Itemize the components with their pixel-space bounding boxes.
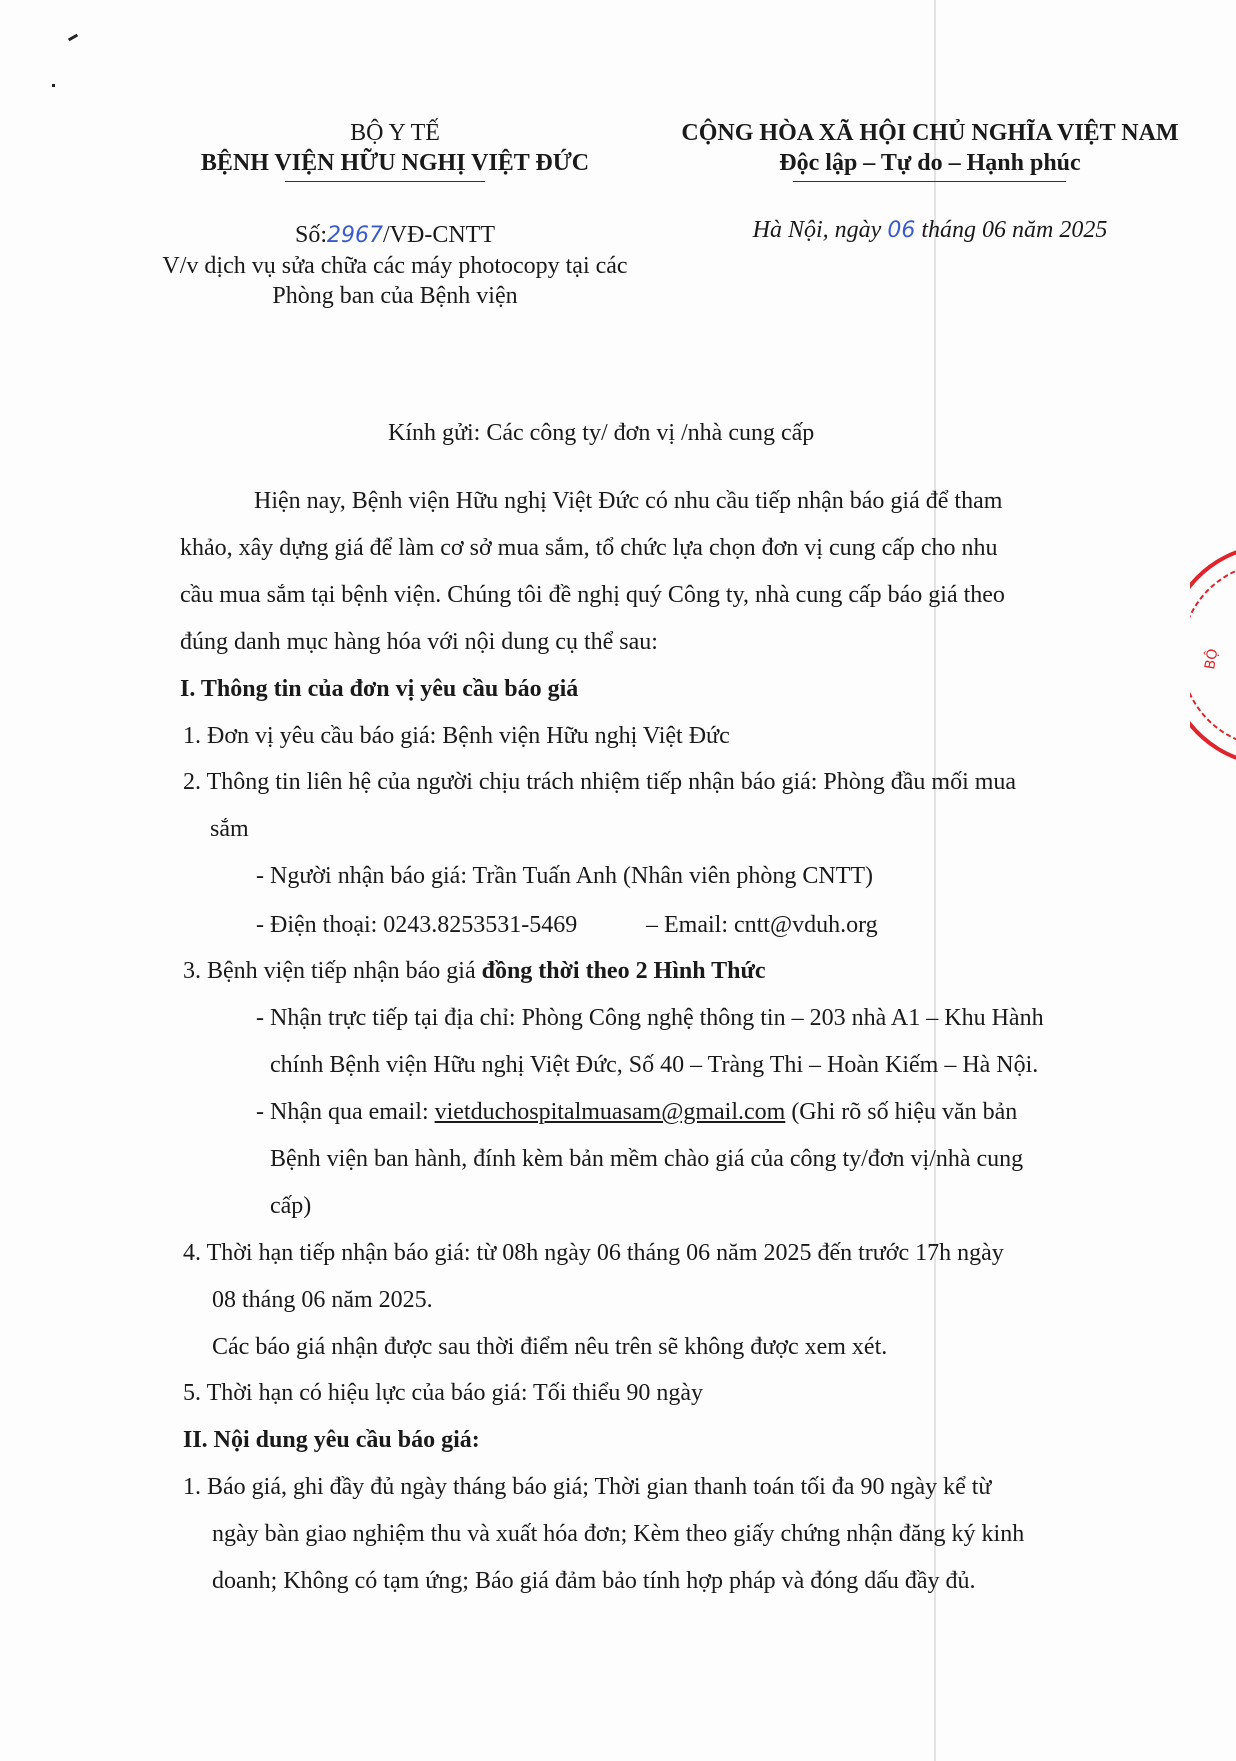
subject-line-1: V/v dịch vụ sửa chữa các máy photocopy tại các [162, 253, 628, 279]
intro-line-4: đúng danh mục hàng hóa với nội dung cụ thể sau: [180, 629, 658, 655]
recipient-name: - Người nhận báo giá: Trần Tuấn Anh (Nhân viên phòng CNTT) [256, 863, 874, 889]
header-underline [285, 181, 485, 182]
section-2-title: II. Nội dung yêu cầu báo giá: [183, 1427, 480, 1453]
section-1-title: I. Thông tin của đơn vị yêu cầu báo giá [180, 676, 579, 702]
handwritten-number: 2967 [327, 223, 384, 248]
document-number [145, 220, 645, 251]
intro-line-3: cầu mua sắm tại bệnh viện. Chúng tôi đề nghị quý Công ty, nhà cung cấp báo giá theo [180, 582, 1005, 608]
motto-underline [793, 181, 1066, 182]
section-1-item-2-line-2: sắm [210, 816, 249, 842]
scan-speck [52, 84, 55, 87]
item-3-bold: đồng thời theo 2 Hình Thức [481, 958, 766, 984]
number-prefix: Số: [295, 222, 328, 248]
contact-phone: - Điện thoại: 0243.8253531-5469 [256, 912, 578, 938]
intro-line-2: khảo, xây dựng giá để làm cơ sở mua sắm, tổ chức lựa chọn đơn vị cung cấp cho nhu [180, 535, 998, 561]
section-1-item-4-line-3: Các báo giá nhận được sau thời điểm nêu trên sẽ không được xem xét. [212, 1334, 888, 1360]
direct-address-line-1: - Nhận trực tiếp tại địa chỉ: Phòng Công nghệ thông tin – 203 nhà A1 – Khu Hành [256, 1005, 1044, 1031]
section-1-item-4-line-2: 08 tháng 06 năm 2025. [212, 1287, 433, 1313]
salutation: Kính gửi: Các công ty/ đơn vị /nhà cung cấp [388, 420, 815, 446]
country-name: CỘNG HÒA XÃ HỘI CHỦ NGHĨA VIỆT NAM [681, 120, 1179, 146]
direct-address-line-2: chính Bệnh viện Hữu nghị Việt Đức, Số 40 – Tràng Thi – Hoàn Kiếm – Hà Nội. [270, 1052, 1039, 1078]
contact-email: – Email: cntt@vduh.org [646, 912, 878, 938]
email-submission-line-1 [256, 1097, 1017, 1127]
email-submission-line-3: cấp) [270, 1193, 312, 1219]
motto: Độc lập – Tự do – Hạnh phúc [779, 150, 1081, 176]
section-1-item-5: 5. Thời hạn có hiệu lực của báo giá: Tối thiểu 90 ngày [183, 1380, 704, 1406]
handwritten-day: 06 [887, 218, 916, 243]
email-submission-line-2: Bệnh viện ban hành, đính kèm bản mềm chào giá của công ty/đơn vị/nhà cung [270, 1146, 1024, 1172]
red-stamp [1190, 540, 1236, 770]
section-1-item-4-line-1: 4. Thời hạn tiếp nhận báo giá: từ 08h ngày 06 tháng 06 năm 2025 đến trước 17h ngày [183, 1240, 1004, 1266]
section-2-item-1-line-1: 1. Báo giá, ghi đầy đủ ngày tháng báo giá; Thời gian thanh toán tối đa 90 ngày kể từ [183, 1474, 992, 1500]
ministry-name: BỘ Y TẾ [350, 120, 440, 146]
number-suffix: /VĐ-CNTT [383, 222, 495, 248]
section-2-item-1-line-2: ngày bàn giao nghiệm thu và xuất hóa đơn; Kèm theo giấy chứng nhận đăng ký kinh [212, 1521, 1025, 1547]
document-date [660, 215, 1200, 246]
subject-line-2: Phòng ban của Bệnh viện [272, 283, 518, 309]
intro-line-1: Hiện nay, Bệnh viện Hữu nghị Việt Đức có nhu cầu tiếp nhận báo giá để tham [254, 488, 1003, 514]
email-link[interactable]: vietduchospitalmuasam@gmail.com [434, 1099, 786, 1125]
date-prefix: Hà Nội, ngày [752, 217, 882, 243]
section-1-item-1: 1. Đơn vị yêu cầu báo giá: Bệnh viện Hữu nghị Việt Đức [183, 723, 730, 749]
section-1-item-3 [183, 956, 766, 986]
date-suffix: tháng 06 năm 2025 [921, 217, 1108, 243]
email-prefix: - Nhận qua email: [256, 1099, 435, 1125]
scan-speck [68, 34, 78, 42]
email-suffix: (Ghi rõ số hiệu văn bản [785, 1099, 1018, 1125]
item-3-prefix: 3. Bệnh viện tiếp nhận báo giá [183, 958, 482, 984]
section-2-item-1-line-3: doanh; Không có tạm ứng; Báo giá đảm bảo tính hợp pháp và đóng dấu đầy đủ. [212, 1568, 976, 1594]
hospital-name: BỆNH VIỆN HỮU NGHỊ VIỆT ĐỨC [200, 150, 590, 176]
stamp-text: BỘ [1202, 647, 1222, 671]
section-1-item-2-line-1: 2. Thông tin liên hệ của người chịu trách nhiệm tiếp nhận báo giá: Phòng đầu mối mua [183, 769, 1017, 795]
